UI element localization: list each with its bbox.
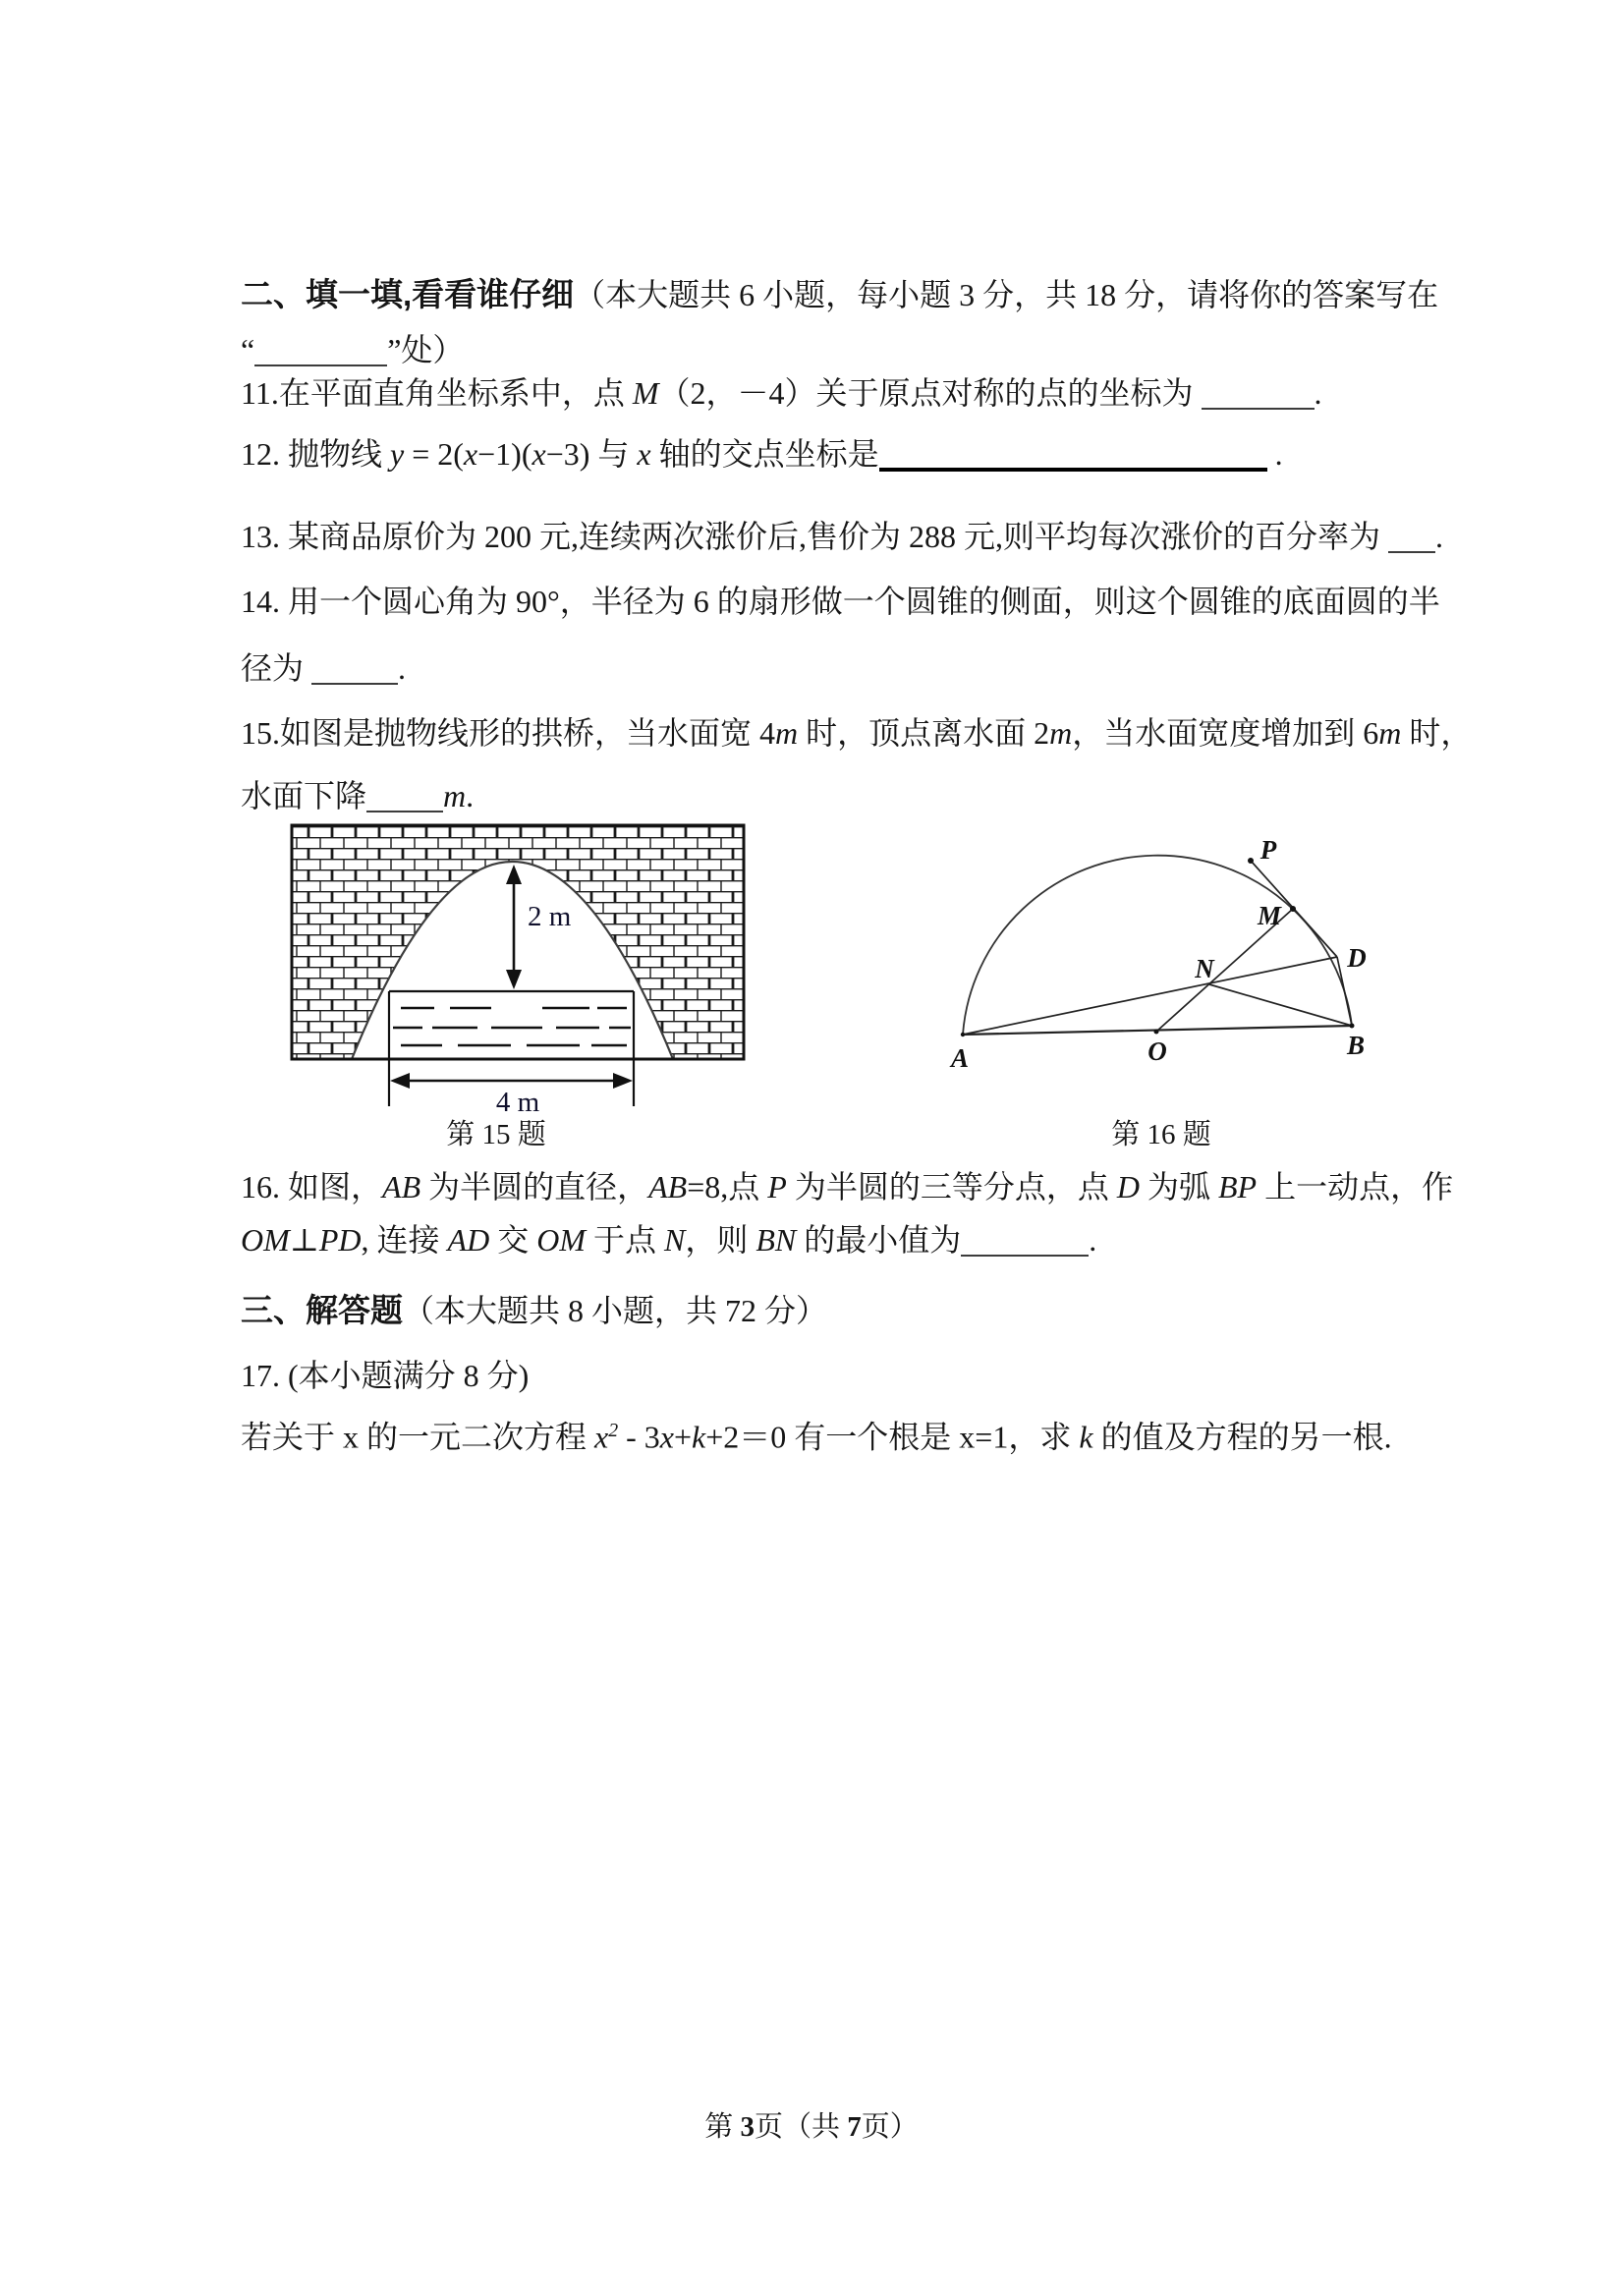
answer-blank-q13: [1388, 549, 1435, 553]
section-solve-heading: [241, 1291, 827, 1330]
q17-exponent: 2: [608, 1420, 619, 1441]
question-14-line1: [241, 582, 1440, 621]
section-fill-heading: [241, 275, 1438, 314]
label-O: O: [1147, 1036, 1167, 1066]
q15-text3: ，当水面宽度增加到 6: [1072, 715, 1379, 751]
q16-var-pd: PD: [318, 1222, 362, 1258]
answer-blank-q14: [311, 681, 398, 685]
q16-var-ad: AD: [447, 1222, 490, 1258]
q13-text: 13. 某商品原价为 200 元,连续两次涨价后,售价为 288 元,则平均每次涨价的百分率为: [241, 519, 1389, 554]
q12-m2: −3) 与: [545, 436, 638, 472]
q11-var-m: M: [632, 375, 659, 411]
question-14-line2: [241, 648, 406, 688]
q12-period: .: [1266, 436, 1283, 472]
q14-text: 14. 用一个圆心角为 90°，半径为 6 的扇形做一个圆锥的侧面，则这个圆锥的底面圆的半: [241, 584, 1440, 619]
q15-text1: 15.如图是抛物线形的拱桥，当水面宽 4: [241, 715, 776, 751]
arrowhead-right: [613, 1073, 633, 1089]
label-4m: 4 m: [495, 1087, 540, 1118]
q15-unit3: m: [1378, 715, 1402, 751]
q12-eq: = 2(: [404, 436, 464, 472]
q17-var-x1: x: [594, 1419, 609, 1455]
q14-period: .: [398, 650, 407, 686]
segment-AD: [963, 957, 1337, 1035]
q11-text2: （2，－4）关于原点对称的点的坐标为: [658, 375, 1202, 411]
footer-page-number: 3: [740, 2111, 755, 2143]
footer-text3: 页）: [861, 2111, 919, 2143]
point-P: [1248, 858, 1254, 864]
segment-NB: [1209, 984, 1352, 1026]
figure-16-lines: [963, 861, 1352, 1035]
q17-text3: +2＝0 有一个根是 x=1，求: [705, 1419, 1080, 1455]
section-solve-title: 三、解答题: [241, 1292, 403, 1328]
q15-text2: 时，顶点离水面 2: [798, 715, 1050, 751]
q12-var-y: y: [390, 436, 405, 472]
quote-open: “: [241, 332, 255, 367]
q16-t3: 为半圆的三等分点，点: [786, 1169, 1117, 1204]
q17-plus: +: [674, 1419, 693, 1455]
question-16-line2: [241, 1220, 1096, 1260]
figure-16-caption: 第 16 题: [1111, 1119, 1211, 1150]
q12-text2: 轴的交点坐标是: [650, 436, 879, 472]
q16-var-bp: BP: [1217, 1169, 1258, 1204]
question-17-header: 17. (本小题满分 8 分): [241, 1358, 530, 1393]
answer-blank-header: [254, 363, 387, 366]
question-17-body: [241, 1411, 1392, 1457]
q16-t6: , 连接: [361, 1222, 448, 1258]
figure-16-semicircle: [923, 830, 1434, 1086]
figure-15-arch-bridge: [285, 815, 756, 1120]
footer-text1: 第: [704, 2111, 741, 2143]
q16-var-om2: OM: [536, 1222, 586, 1258]
q11-period: .: [1314, 375, 1322, 411]
q14-text2: 径为: [241, 650, 312, 686]
q16-var-d: D: [1116, 1169, 1140, 1204]
q17-var-k2: k: [1079, 1419, 1093, 1455]
answer-blank-q16: [961, 1253, 1089, 1257]
q16-t7: 交: [489, 1222, 537, 1258]
q15-unit4: m: [443, 778, 467, 813]
question-15-line2: [241, 776, 474, 815]
q17-text4: 的值及方程的另一根.: [1092, 1419, 1392, 1455]
q16-var-n: N: [663, 1222, 686, 1258]
q12-var-x1: x: [463, 436, 478, 472]
q16-t8: 于点: [585, 1222, 664, 1258]
question-15-line1: [241, 713, 1472, 753]
section-fill-desc: （本大题共 6 小题，每小题 3 分，共 18 分，请将你的答案写在: [574, 277, 1439, 312]
q17-text1: 若关于 x 的一元二次方程: [241, 1419, 595, 1455]
q16-num: 16. 如图，: [241, 1169, 383, 1204]
page-footer: [0, 2104, 1623, 2145]
q17-var-k1: k: [692, 1419, 706, 1455]
answer-blank-q11: [1202, 406, 1315, 410]
label-P: P: [1259, 835, 1277, 865]
label-2m: 2 m: [528, 901, 572, 932]
q16-var-p: P: [767, 1169, 787, 1204]
q17-var-x2: x: [659, 1419, 674, 1455]
q12-var-x2: x: [532, 436, 546, 472]
q16-t9: ，则: [685, 1222, 756, 1258]
footer-total-pages: 7: [847, 2111, 862, 2143]
q15-period: .: [466, 778, 475, 813]
answer-blank-q12: [879, 465, 1267, 472]
label-B: B: [1346, 1031, 1366, 1060]
figure-15-caption: 第 15 题: [446, 1119, 546, 1150]
q11-text: 11.在平面直角坐标系中，点: [241, 375, 633, 411]
point-M: [1290, 906, 1296, 912]
answer-blank-q15: [366, 809, 443, 812]
q12-text: 12. 抛物线: [241, 436, 391, 472]
q16-t4: 为弧: [1139, 1169, 1218, 1204]
q16-t10: 的最小值为: [796, 1222, 962, 1258]
point-B: [1350, 1024, 1355, 1029]
q16-perp: ⊥: [289, 1222, 319, 1258]
q13-period: .: [1435, 519, 1444, 554]
q16-var-om1: OM: [241, 1222, 290, 1258]
q12-m1: −1)(: [477, 436, 532, 472]
question-12: [241, 434, 1283, 474]
quote-close: ”处）: [387, 332, 465, 367]
q16-var-bn: BN: [756, 1222, 797, 1258]
q15-text4: 时，: [1401, 715, 1473, 751]
q15-unit1: m: [775, 715, 799, 751]
point-A: [961, 1033, 965, 1036]
q16-var-ab1: AB: [382, 1169, 421, 1204]
q15-text5: 水面下降: [241, 778, 367, 813]
q16-t2: =8,点: [687, 1169, 768, 1204]
label-M: M: [1257, 901, 1282, 930]
label-N: N: [1195, 954, 1214, 983]
q16-t5: 上一动点，作: [1257, 1169, 1454, 1204]
label-D: D: [1347, 943, 1367, 973]
question-13: [241, 517, 1443, 556]
point-O: [1154, 1030, 1159, 1035]
question-16-line1: [241, 1167, 1453, 1206]
section-solve-desc: （本大题共 8 小题，共 72 分）: [403, 1293, 828, 1328]
section-fill-title: 二、填一填,看看谁仔细: [241, 276, 575, 312]
q12-var-x3: x: [637, 436, 651, 472]
q15-unit2: m: [1049, 715, 1073, 751]
q16-var-ab2: AB: [648, 1169, 688, 1204]
footer-text2: 页（共: [754, 2111, 848, 2143]
semicircle-arc: [963, 856, 1352, 1035]
q16-t1: 为半圆的直径，: [420, 1169, 649, 1204]
arrowhead-left: [390, 1073, 410, 1089]
q16-period: .: [1089, 1222, 1097, 1258]
question-11: [241, 373, 1322, 413]
label-A: A: [950, 1043, 970, 1073]
q17-text2: - 3: [618, 1419, 660, 1455]
section-fill-heading-line2: [241, 330, 464, 369]
